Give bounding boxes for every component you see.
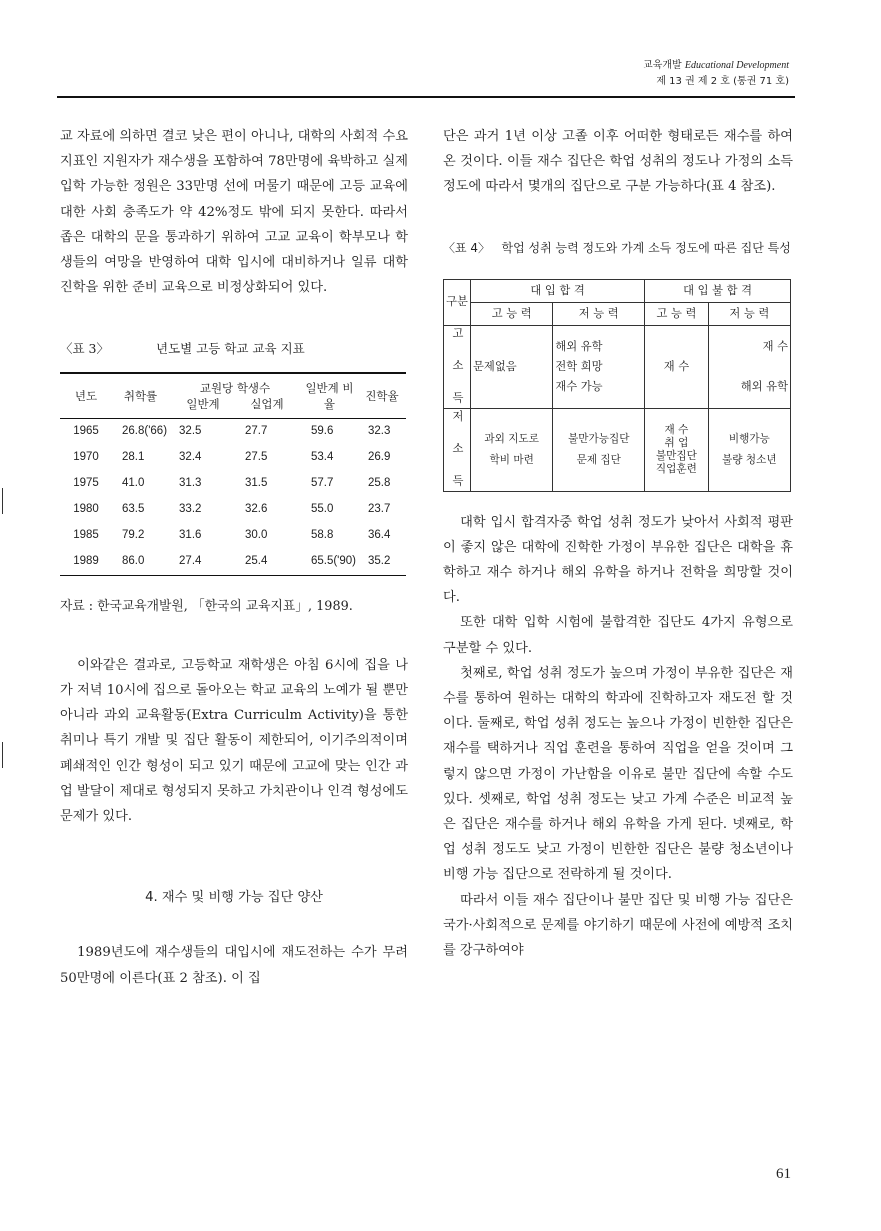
t4-line: 전학 희망 bbox=[555, 359, 603, 373]
table-cell: 57.7 bbox=[310, 477, 334, 490]
header-rule bbox=[57, 96, 795, 98]
table-cell: 32.3 bbox=[368, 425, 391, 438]
table4-title-text: 학업 성취 능력 정도와 가계 소득 정도에 따른 집단 특성 bbox=[501, 240, 791, 255]
table-cell: 28.1 bbox=[122, 451, 145, 464]
table-cell: 26.9 bbox=[368, 451, 391, 464]
t4-high-income: 고 소 득 bbox=[444, 325, 471, 408]
t4-low-income: 저 소 득 bbox=[444, 408, 471, 491]
table-cell: 27.4 bbox=[169, 549, 235, 576]
table-cell: 36.4 bbox=[368, 529, 391, 542]
left-column bbox=[60, 124, 408, 991]
table3-source: 자료 : 한국교육개발원, 「한국의 교육지표」, 1989. bbox=[60, 598, 353, 614]
table4 bbox=[443, 279, 791, 492]
th-vocational: 실업계 bbox=[250, 396, 284, 411]
table-cell: 26.8('66) bbox=[122, 425, 168, 438]
table-cell: 32.6 bbox=[245, 503, 268, 516]
table-cell: 1985 bbox=[73, 529, 99, 542]
body-paragraph: 교 자료에 의하면 결코 낮은 편이 아니나, 대학의 사회적 수요 지표인 지원자가 재수생을 포함하여 78만명에 육박하고 실제 입학 가능한 정원은 33만명 선에 머물기 때문에 고등 교육에 대한 사회 충족도가 약 42%정도 밖에 되지 못한다. 따라서 좁은 대학의 문을 통과하기 위하여 고교 교육이 학부모나 학생들의 여망을 반영하여 대학 입시에 대비하거나 일류 대학 진학을 위한 준비 교육으로 비정상화되어 있다. bbox=[60, 129, 408, 296]
section-heading: 4. 재수 및 비행 가능 집단 양산 bbox=[145, 890, 323, 906]
th-enroll: 취학률 bbox=[112, 373, 169, 419]
t4-cell-lo-pass-hi bbox=[471, 408, 553, 491]
journal-volume: 제 13 권 제 2 호 (통권 71 호) bbox=[656, 76, 789, 87]
table4-label: 〈표 4〉 bbox=[443, 240, 491, 255]
t4-line: 재 수 bbox=[762, 339, 788, 353]
table-row bbox=[60, 549, 406, 576]
t4-fail-high: 고 능 력 bbox=[645, 302, 709, 325]
table-cell: 59.6 bbox=[310, 425, 334, 438]
body-paragraph: 따라서 이들 재수 집단이나 불만 집단 및 비행 가능 집단은 국가·사회적으로 문제를 야기하기 때문에 사전에 예방적 조치를 강구하여야 bbox=[443, 892, 793, 959]
table-row bbox=[60, 497, 406, 523]
table-cell: 32.5 bbox=[179, 425, 202, 438]
t4-line: 취 업 bbox=[664, 436, 689, 449]
table-cell: 32.4 bbox=[179, 451, 202, 464]
running-header bbox=[643, 58, 789, 90]
table-cell: 58.8 bbox=[310, 529, 334, 542]
t4-pass-high: 고 능 력 bbox=[471, 302, 553, 325]
t4-cell-lo-fail-hi bbox=[645, 408, 709, 491]
body-paragraph: 1989년도에 재수생들의 대입시에 재도전하는 수가 무려 50만명에 이른다(표 2 참조). 이 집 bbox=[60, 945, 408, 986]
t4-line: 재 수 bbox=[664, 423, 689, 436]
th-advance: 진학율 bbox=[358, 373, 406, 419]
table-cell: 55.0 bbox=[310, 503, 334, 516]
th-year: 년도 bbox=[60, 373, 112, 419]
t4-line: 문제 집단 bbox=[576, 453, 621, 466]
journal-name-kr: 교육개발 bbox=[643, 60, 682, 71]
right-column bbox=[443, 124, 793, 963]
t4-line: 과외 지도로 bbox=[484, 432, 539, 445]
t4-line: 해외 유학 bbox=[740, 379, 788, 393]
table-cell: 41.0 bbox=[122, 477, 145, 490]
t4-cell-hi-fail-lo bbox=[708, 325, 790, 408]
t4-cell-lo-pass-lo bbox=[553, 408, 645, 491]
body-paragraph: 대학 입시 합격자중 학업 성취 정도가 낮아서 사회적 평판이 좋지 않은 대학에 진학한 가정이 부유한 집단은 대학을 휴학하고 재수 하거나 해외 유학을 하거나 전학을 희망할 것이다. bbox=[443, 514, 793, 606]
t4-line: 학비 마련 bbox=[489, 453, 534, 466]
table4-title bbox=[443, 236, 793, 261]
body-paragraph: 첫째로, 학업 성취 정도가 높으며 가정이 부유한 집단은 재수를 통하여 원하는 대학의 학과에 진학하고자 재도전 할 것이다. 둘째로, 학업 성취 정도는 높으나 가정이 빈한한 집단은 재수를 택하거나 직업 훈련을 통하여 직업을 얻을 것이며 그렇지 않으면 가정이 가난함을 이유로 불만 집단에 속할 수도 있다. 셋째로, 학업 성취 정도는 낮고 가계 수준은 비교적 높은 집단은 재수를 하거나 해외 유학을 가게 된다. 넷째로, 학업 성취 정도도 낮고 가정이 빈한한 집단은 불량 청소년이나 비행 가능 집단으로 전락하게 될 것이다. bbox=[443, 665, 793, 883]
table3-title bbox=[60, 336, 408, 361]
table-cell: 31.5 bbox=[245, 477, 268, 490]
table-row bbox=[60, 523, 406, 549]
t4-fail: 대 입 불 합 격 bbox=[645, 279, 791, 302]
table3 bbox=[60, 372, 406, 576]
t4-pass-low: 저 능 력 bbox=[553, 302, 645, 325]
th-general: 일반계 bbox=[186, 396, 220, 411]
table-cell: 1975 bbox=[73, 477, 99, 490]
table-row bbox=[60, 418, 406, 445]
t4-pass: 대 입 합 격 bbox=[471, 279, 645, 302]
table-row bbox=[60, 445, 406, 471]
table-cell: 25.8 bbox=[368, 477, 391, 490]
t4-cell-hi-pass-lo bbox=[553, 325, 645, 408]
table-cell: 31.3 bbox=[179, 477, 202, 490]
body-paragraph: 단은 과거 1년 이상 고졸 이후 어떠한 형태로든 재수를 하여 온 것이다. 이들 재수 집단은 학업 성취의 정도나 가정의 소득 정도에 따라서 몇개의 집단으로 구분 가능하다(표 4 참조). bbox=[443, 129, 793, 195]
th-per-teacher bbox=[169, 373, 301, 419]
body-paragraph: 이와같은 결과로, 고등학교 재학생은 아침 6시에 집을 나가 저녁 10시에 집으로 돌아오는 학교 교육의 노예가 될 뿐만 아니라 과외 교육활동(Extra Curriculm Activity)을 통한 취미나 특기 개발 및 집단 활동이 제한되어, 이기주의적이며 폐쇄적인 인간 형성이 되고 있기 때문에 고교에 맞는 인간 과업 발달이 제대로 형성되지 못하고 가치관이나 인격 형성에도 문제가 있다. bbox=[60, 657, 408, 825]
table-cell: 25.4 bbox=[235, 549, 301, 576]
t4-fail-low: 저 능 력 bbox=[708, 302, 790, 325]
t4-line: 재수 가능 bbox=[555, 379, 603, 393]
t4-cell-hi-fail-hi: 재 수 bbox=[645, 325, 709, 408]
t4-line: 불만가능집단 bbox=[568, 432, 630, 445]
table-cell: 23.7 bbox=[368, 503, 391, 516]
table-cell: 1965 bbox=[73, 425, 99, 438]
t4-cell-lo-fail-lo bbox=[708, 408, 790, 491]
table3-title-text: 년도별 고등 학교 교육 지표 bbox=[156, 341, 305, 357]
table-cell: 27.5 bbox=[245, 451, 268, 464]
table3-label: 〈표 3〉 bbox=[60, 341, 110, 357]
table-cell: 35.2 bbox=[358, 549, 406, 576]
table-cell: 30.0 bbox=[245, 529, 268, 542]
table-cell: 1970 bbox=[73, 451, 99, 464]
t4-corner: 구분 bbox=[444, 279, 471, 325]
table-cell: 1989 bbox=[60, 549, 112, 576]
table-cell: 65.5('90) bbox=[301, 549, 358, 576]
th-general-ratio: 일반계 비율 bbox=[301, 373, 358, 419]
table-row bbox=[60, 471, 406, 497]
body-paragraph: 또한 대학 입학 시험에 불합격한 집단도 4가지 유형으로 구분할 수 있다. bbox=[443, 615, 793, 656]
table-cell: 63.5 bbox=[122, 503, 145, 516]
t4-line: 직업훈련 bbox=[655, 462, 697, 475]
table-cell: 31.6 bbox=[179, 529, 202, 542]
margin-mark bbox=[2, 742, 3, 768]
table-cell: 79.2 bbox=[122, 529, 145, 542]
t4-line: 불만집단 bbox=[655, 449, 697, 462]
t4-cell-hi-pass-hi: 문제없음 bbox=[471, 325, 553, 408]
journal-name-en: Educational Development bbox=[684, 60, 789, 71]
th-per-teacher-label: 교원당 학생수 bbox=[199, 380, 271, 395]
table-cell: 86.0 bbox=[112, 549, 169, 576]
table-cell: 1980 bbox=[73, 503, 99, 516]
t4-line: 해외 유학 bbox=[555, 339, 603, 353]
table-cell: 53.4 bbox=[310, 451, 334, 464]
table-cell: 33.2 bbox=[179, 503, 202, 516]
t4-line: 비행가능 bbox=[728, 432, 770, 445]
page-number: 61 bbox=[776, 1166, 791, 1182]
margin-mark bbox=[2, 488, 3, 514]
table-cell: 27.7 bbox=[245, 425, 268, 438]
t4-line: 불량 청소년 bbox=[722, 453, 777, 466]
